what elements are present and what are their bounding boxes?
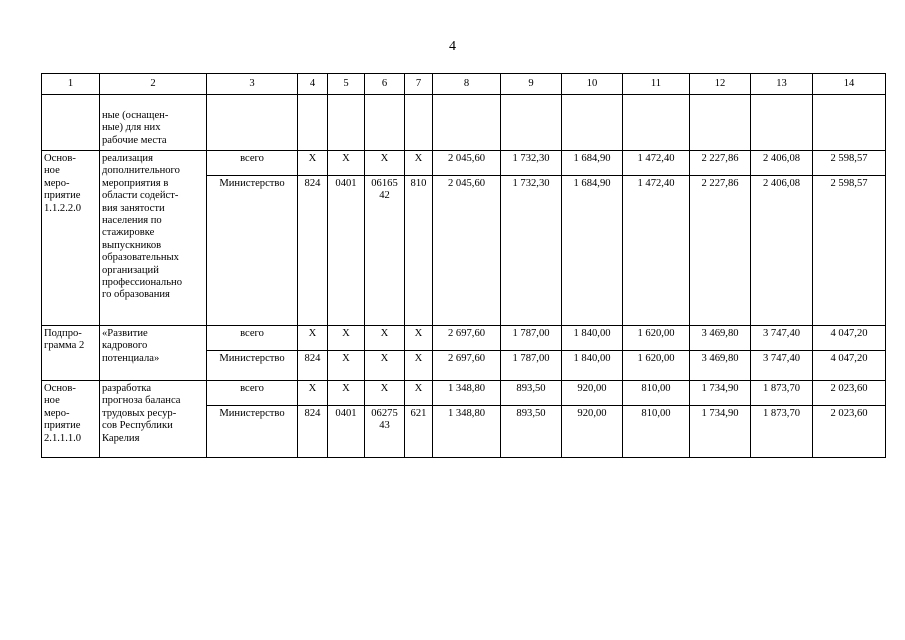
text-line: «Развитие (102, 328, 148, 339)
code-cell-6 (365, 406, 405, 458)
value-cell-14: 4 047,20 (813, 351, 886, 381)
text-line: грамма 2 (44, 340, 85, 352)
column-header-14: 14 (813, 74, 886, 95)
text-line: дополнительного (102, 165, 180, 177)
funding-source-cell: всего (207, 326, 298, 351)
column-header-9: 9 (501, 74, 562, 95)
funding-source-cell: всего (207, 381, 298, 406)
value-cell-8: 2 697,60 (433, 326, 501, 351)
code-cell-4: 824 (298, 406, 328, 458)
code-cell-7: Х (405, 381, 433, 406)
value-cell-9: 1 732,30 (501, 151, 562, 176)
text-line: мероприятия в (102, 177, 169, 189)
text-line: ные (оснащен- (102, 109, 169, 121)
text-line: сов Республики (102, 420, 173, 432)
continuation-row (42, 95, 886, 151)
text-line: го образования (102, 289, 170, 301)
funding-source-cell: Министерство (207, 351, 298, 381)
column-header-4: 4 (298, 74, 328, 95)
table-row (42, 326, 886, 351)
value-cell-14: 2 023,60 (813, 406, 886, 458)
code-cell-4: Х (298, 326, 328, 351)
text-line: приятие (44, 190, 81, 202)
text-line: разработка (102, 383, 152, 394)
column-header-6: 6 (365, 74, 405, 95)
text-line: реализация (102, 153, 153, 164)
column-header-12: 12 (690, 74, 751, 95)
value-cell-10: 1 840,00 (562, 351, 623, 381)
text-line: кадрового (102, 340, 148, 352)
funding-source-cell: Министерство (207, 176, 298, 326)
row-label-cell (42, 381, 100, 458)
text-line: ное (44, 395, 60, 407)
text-line: потенциала» (102, 352, 160, 364)
value-cell-8: 1 348,80 (433, 406, 501, 458)
value-cell-14: 2 023,60 (813, 381, 886, 406)
value-cell-13: 2 406,08 (751, 176, 813, 326)
code-cell-5: 0401 (328, 406, 365, 458)
column-header-3: 3 (207, 74, 298, 95)
value-cell-11: 1 620,00 (623, 326, 690, 351)
code-cell-7: 621 (405, 406, 433, 458)
value-cell-12: 3 469,80 (690, 326, 751, 351)
value-cell-11: 1 620,00 (623, 351, 690, 381)
text-line: населения по (102, 214, 162, 226)
column-header-2: 2 (100, 74, 207, 95)
text-line: прогноза баланса (102, 395, 181, 407)
value-cell-11: 1 472,40 (623, 176, 690, 326)
continuation-label-cell (42, 95, 100, 151)
table-row (42, 151, 886, 176)
text-line: области содейст- (102, 190, 179, 202)
value-cell-14: 4 047,20 (813, 326, 886, 351)
text-line: 43 (379, 420, 390, 432)
code-cell-7: 810 (405, 176, 433, 326)
text-line: Подпро- (44, 328, 82, 339)
row-label-cell (42, 326, 100, 381)
code-cell-4: Х (298, 151, 328, 176)
text-line: стажировке (102, 227, 155, 239)
code-cell-6 (365, 326, 405, 351)
value-cell-9: 1 787,00 (501, 351, 562, 381)
code-cell-4: Х (298, 381, 328, 406)
text-line: меро- (44, 177, 70, 189)
text-line: ные) для них (102, 122, 161, 134)
text-line: 1.1.2.2.0 (44, 202, 82, 214)
table-row (42, 381, 886, 406)
value-cell-8: 2 697,60 (433, 351, 501, 381)
text-line: Х (380, 383, 389, 394)
text-line: Х (380, 153, 389, 164)
value-cell-9: 1 732,30 (501, 176, 562, 326)
text-line: профессионально (102, 276, 183, 288)
text-line: Карелия (102, 432, 140, 444)
value-cell-13: 2 406,08 (751, 151, 813, 176)
code-cell-6 (365, 176, 405, 326)
text-line: 42 (379, 190, 390, 202)
value-cell-13: 3 747,40 (751, 351, 813, 381)
text-line: меро- (44, 407, 70, 419)
value-cell-8: 2 045,60 (433, 176, 501, 326)
value-cell-10: 920,00 (562, 381, 623, 406)
code-cell-4: 824 (298, 176, 328, 326)
column-header-8: 8 (433, 74, 501, 95)
code-cell-7: Х (405, 351, 433, 381)
code-cell-6 (365, 381, 405, 406)
row-description-cell (100, 381, 207, 458)
code-cell-5: Х (328, 151, 365, 176)
text-line: образовательных (102, 252, 179, 264)
value-cell-9: 893,50 (501, 381, 562, 406)
value-cell-10: 1 684,90 (562, 176, 623, 326)
value-cell-10: 920,00 (562, 406, 623, 458)
value-cell-11: 810,00 (623, 406, 690, 458)
funding-source-cell: всего (207, 151, 298, 176)
code-cell-5: Х (328, 326, 365, 351)
text-line: 06165 (371, 178, 398, 189)
value-cell-12: 2 227,86 (690, 151, 751, 176)
text-line: рабочие места (102, 134, 167, 146)
value-cell-12: 1 734,90 (690, 381, 751, 406)
row-description-cell (100, 151, 207, 326)
value-cell-14: 2 598,57 (813, 176, 886, 326)
text-line: Х (380, 328, 389, 339)
value-cell-8: 1 348,80 (433, 381, 501, 406)
value-cell-9: 893,50 (501, 406, 562, 458)
value-cell-12: 1 734,90 (690, 406, 751, 458)
budget-table (41, 73, 886, 458)
text-line: организаций (102, 264, 159, 276)
value-cell-12: 3 469,80 (690, 351, 751, 381)
code-cell-6 (365, 351, 405, 381)
text-line: 2.1.1.1.0 (44, 432, 82, 444)
code-cell-5: 0401 (328, 176, 365, 326)
value-cell-10: 1 840,00 (562, 326, 623, 351)
text-line: приятие (44, 420, 81, 432)
value-cell-8: 2 045,60 (433, 151, 501, 176)
value-cell-13: 1 873,70 (751, 381, 813, 406)
text-line: трудовых ресур- (102, 407, 177, 419)
value-cell-13: 3 747,40 (751, 326, 813, 351)
text-line: Основ- (44, 383, 76, 394)
text-line: 06275 (371, 408, 398, 419)
text-line: Основ- (44, 153, 76, 164)
continuation-description-cell (100, 95, 207, 151)
page-number: 4 (449, 39, 456, 54)
funding-source-cell: Министерство (207, 406, 298, 458)
code-cell-5: Х (328, 381, 365, 406)
value-cell-10: 1 684,90 (562, 151, 623, 176)
text-line: Х (380, 353, 389, 364)
code-cell-4: 824 (298, 351, 328, 381)
column-header-7: 7 (405, 74, 433, 95)
value-cell-12: 2 227,86 (690, 176, 751, 326)
value-cell-9: 1 787,00 (501, 326, 562, 351)
column-header-1: 1 (42, 74, 100, 95)
text-line: вия занятости (102, 202, 165, 214)
value-cell-11: 810,00 (623, 381, 690, 406)
value-cell-14: 2 598,57 (813, 151, 886, 176)
code-cell-6 (365, 151, 405, 176)
code-cell-7: Х (405, 151, 433, 176)
column-header-13: 13 (751, 74, 813, 95)
row-label-cell (42, 151, 100, 326)
value-cell-11: 1 472,40 (623, 151, 690, 176)
column-header-10: 10 (562, 74, 623, 95)
code-cell-7: Х (405, 326, 433, 351)
code-cell-5: Х (328, 351, 365, 381)
text-line: ное (44, 165, 60, 177)
value-cell-13: 1 873,70 (751, 406, 813, 458)
text-line: выпускников (102, 239, 162, 251)
row-description-cell (100, 326, 207, 381)
column-header-11: 11 (623, 74, 690, 95)
column-number-header-row (42, 74, 886, 95)
column-header-5: 5 (328, 74, 365, 95)
